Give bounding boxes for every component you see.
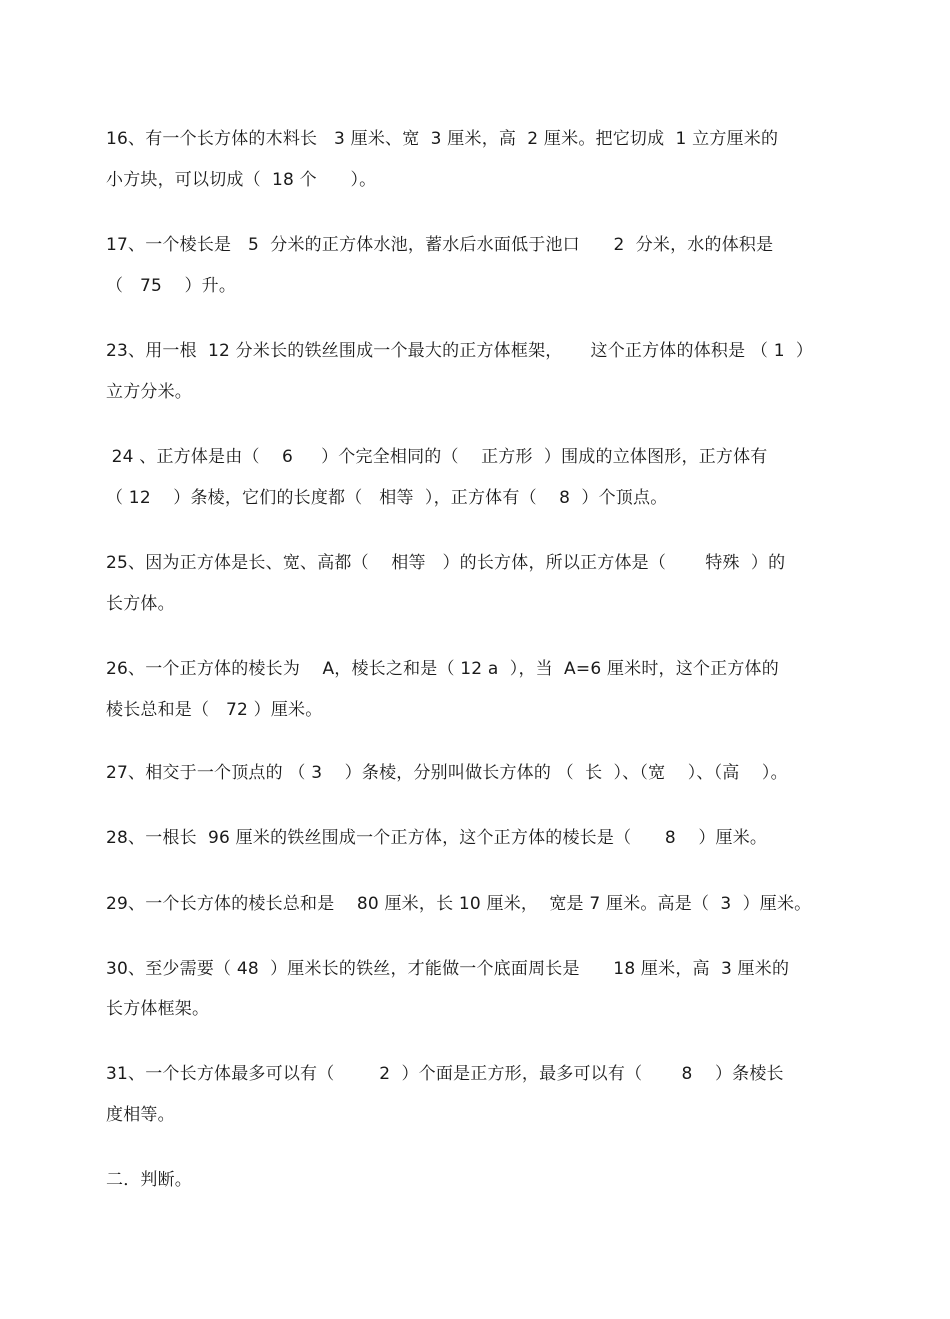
q24-line-1: 24 、正方体是由（ 6 ）个完全相同的（ 正方形 ）围成的立体图形，正方体有 <box>106 447 768 467</box>
q31-line-1: 31、一个长方体最多可以有（ 2 ）个面是正方形，最多可以有（ 8 ）条棱长 <box>106 1064 784 1084</box>
q29-line: 29、一个长方体的棱长总和是 80 厘米，长 10 厘米， 宽是 7 厘米。高是（ 3 ）厘米。 <box>106 894 812 914</box>
q16-line-1: 16、有一个长方体的木料长 3 厘米、宽 3 厘米，高 2 厘米。把它切成 1 立方厘米的 <box>106 129 779 149</box>
section-heading-judgment: 二．判断。 <box>106 1170 192 1190</box>
q30-line-1: 30、至少需要（ 48 ）厘米长的铁丝，才能做一个底面周长是 18 厘米，高 3 厘米的 <box>106 959 790 979</box>
q31-line-2: 度相等。 <box>106 1105 175 1125</box>
q25-line-1: 25、因为正方体是长、宽、高都（ 相等 ）的长方体，所以正方体是（ 特殊 ）的 <box>106 553 786 573</box>
q23-line-2: 立方分米。 <box>106 382 192 402</box>
q25-line-2: 长方体。 <box>106 594 175 614</box>
q17-line-2: （ 75 ）升。 <box>106 276 237 296</box>
q16-line-2: 小方块，可以切成（ 18 个 ）。 <box>106 170 377 190</box>
q26-line-2: 棱长总和是（ 72 ）厘米。 <box>106 700 323 720</box>
q17-line-1: 17、一个棱长是 5 分米的正方体水池，蓄水后水面低于池口 2 分米，水的体积是 <box>106 235 774 255</box>
q24-line-2: （ 12 ）条棱，它们的长度都（ 相等 ），正方体有（ 8 ）个顶点。 <box>106 488 668 508</box>
q28-line: 28、一根长 96 厘米的铁丝围成一个正方体，这个正方体的棱长是（ 8 ）厘米。 <box>106 828 768 848</box>
q26-line-1: 26、一个正方体的棱长为 A，棱长之和是（ 12 a ），当 A=6 厘米时，这个正方体的 <box>106 659 779 679</box>
q23-line-1: 23、用一根 12 分米长的铁丝围成一个最大的正方体框架， 这个正方体的体积是 （ 1 ） <box>106 341 814 361</box>
q30-line-2: 长方体框架。 <box>106 999 210 1019</box>
q27-line: 27、相交于一个顶点的 （ 3 ）条棱，分别叫做长方体的 （ 长 ）、（宽 ）、（高 ）。 <box>106 763 788 783</box>
